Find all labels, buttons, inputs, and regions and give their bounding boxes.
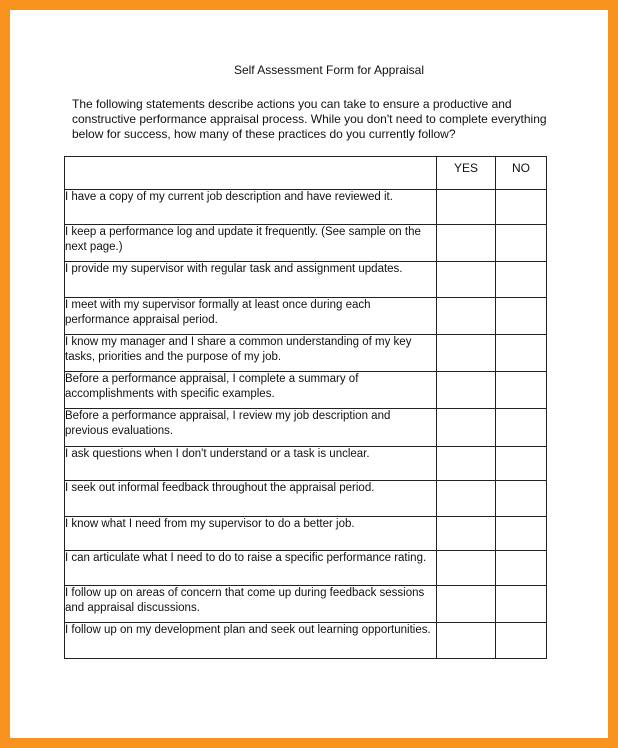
table-row [65,623,547,659]
statement-column-header [65,157,437,190]
statement-cell: Before a performance appraisal, I review my job description and previous evaluations. [65,409,437,447]
no-checkbox-cell[interactable] [496,481,547,517]
statement-cell: I can articulate what I need to do to raise a specific performance rating. [65,551,437,586]
no-checkbox-cell[interactable] [496,298,547,335]
assessment-rows [65,190,547,659]
table-row [65,335,547,372]
table-row [65,551,547,586]
no-checkbox-cell[interactable] [496,409,547,447]
yes-checkbox-cell[interactable] [437,190,496,225]
statement-cell: I meet with my supervisor formally at least once during each performance appraisal period. [65,298,437,335]
table-row [65,586,547,623]
yes-checkbox-cell[interactable] [437,262,496,298]
statement-cell: I follow up on areas of concern that come up during feedback sessions and appraisal discussions. [65,586,437,623]
statement-cell: I follow up on my development plan and seek out learning opportunities. [65,623,437,659]
table-row [65,372,547,409]
statement-cell: I know what I need from my supervisor to do a better job. [65,517,437,551]
no-checkbox-cell[interactable] [496,551,547,586]
statement-cell: I keep a performance log and update it frequently. (See sample on the next page.) [65,225,437,262]
yes-checkbox-cell[interactable] [437,409,496,447]
no-checkbox-cell[interactable] [496,586,547,623]
statement-cell: Before a performance appraisal, I complete a summary of accomplishments with specific examples. [65,372,437,409]
yes-column-header: YES [437,157,496,190]
no-checkbox-cell[interactable] [496,335,547,372]
table-row [65,298,547,335]
no-checkbox-cell[interactable] [496,190,547,225]
statement-cell: I ask questions when I don't understand or a task is unclear. [65,447,437,481]
table-header-row [65,157,547,190]
no-checkbox-cell[interactable] [496,262,547,298]
yes-checkbox-cell[interactable] [437,551,496,586]
no-column-header: NO [496,157,547,190]
no-checkbox-cell[interactable] [496,447,547,481]
yes-checkbox-cell[interactable] [437,586,496,623]
table-row [65,225,547,262]
statement-cell: I have a copy of my current job description and have reviewed it. [65,190,437,225]
statement-cell: I provide my supervisor with regular task and assignment updates. [65,262,437,298]
form-title: Self Assessment Form for Appraisal [233,63,425,77]
yes-checkbox-cell[interactable] [437,225,496,262]
yes-checkbox-cell[interactable] [437,335,496,372]
intro-paragraph: The following statements describe actions you can take to ensure a productive and constructive performance appraisal process. While you don't need to complete everything below for success, how many of these practices do you currently follow? [72,97,547,141]
statement-cell: I know my manager and I share a common understanding of my key tasks, priorities and the purpose of my job. [65,335,437,372]
no-checkbox-cell[interactable] [496,623,547,659]
table-row [65,481,547,517]
yes-checkbox-cell[interactable] [437,372,496,409]
statement-cell: I seek out informal feedback throughout the appraisal period. [65,481,437,517]
no-checkbox-cell[interactable] [496,372,547,409]
yes-checkbox-cell[interactable] [437,517,496,551]
yes-checkbox-cell[interactable] [437,623,496,659]
no-checkbox-cell[interactable] [496,517,547,551]
table-row [65,517,547,551]
no-checkbox-cell[interactable] [496,225,547,262]
table-row [65,409,547,447]
table-row [65,190,547,225]
yes-checkbox-cell[interactable] [437,298,496,335]
assessment-table [64,156,547,659]
table-row [65,262,547,298]
document-page [10,10,608,738]
table-row [65,447,547,481]
yes-checkbox-cell[interactable] [437,481,496,517]
yes-checkbox-cell[interactable] [437,447,496,481]
